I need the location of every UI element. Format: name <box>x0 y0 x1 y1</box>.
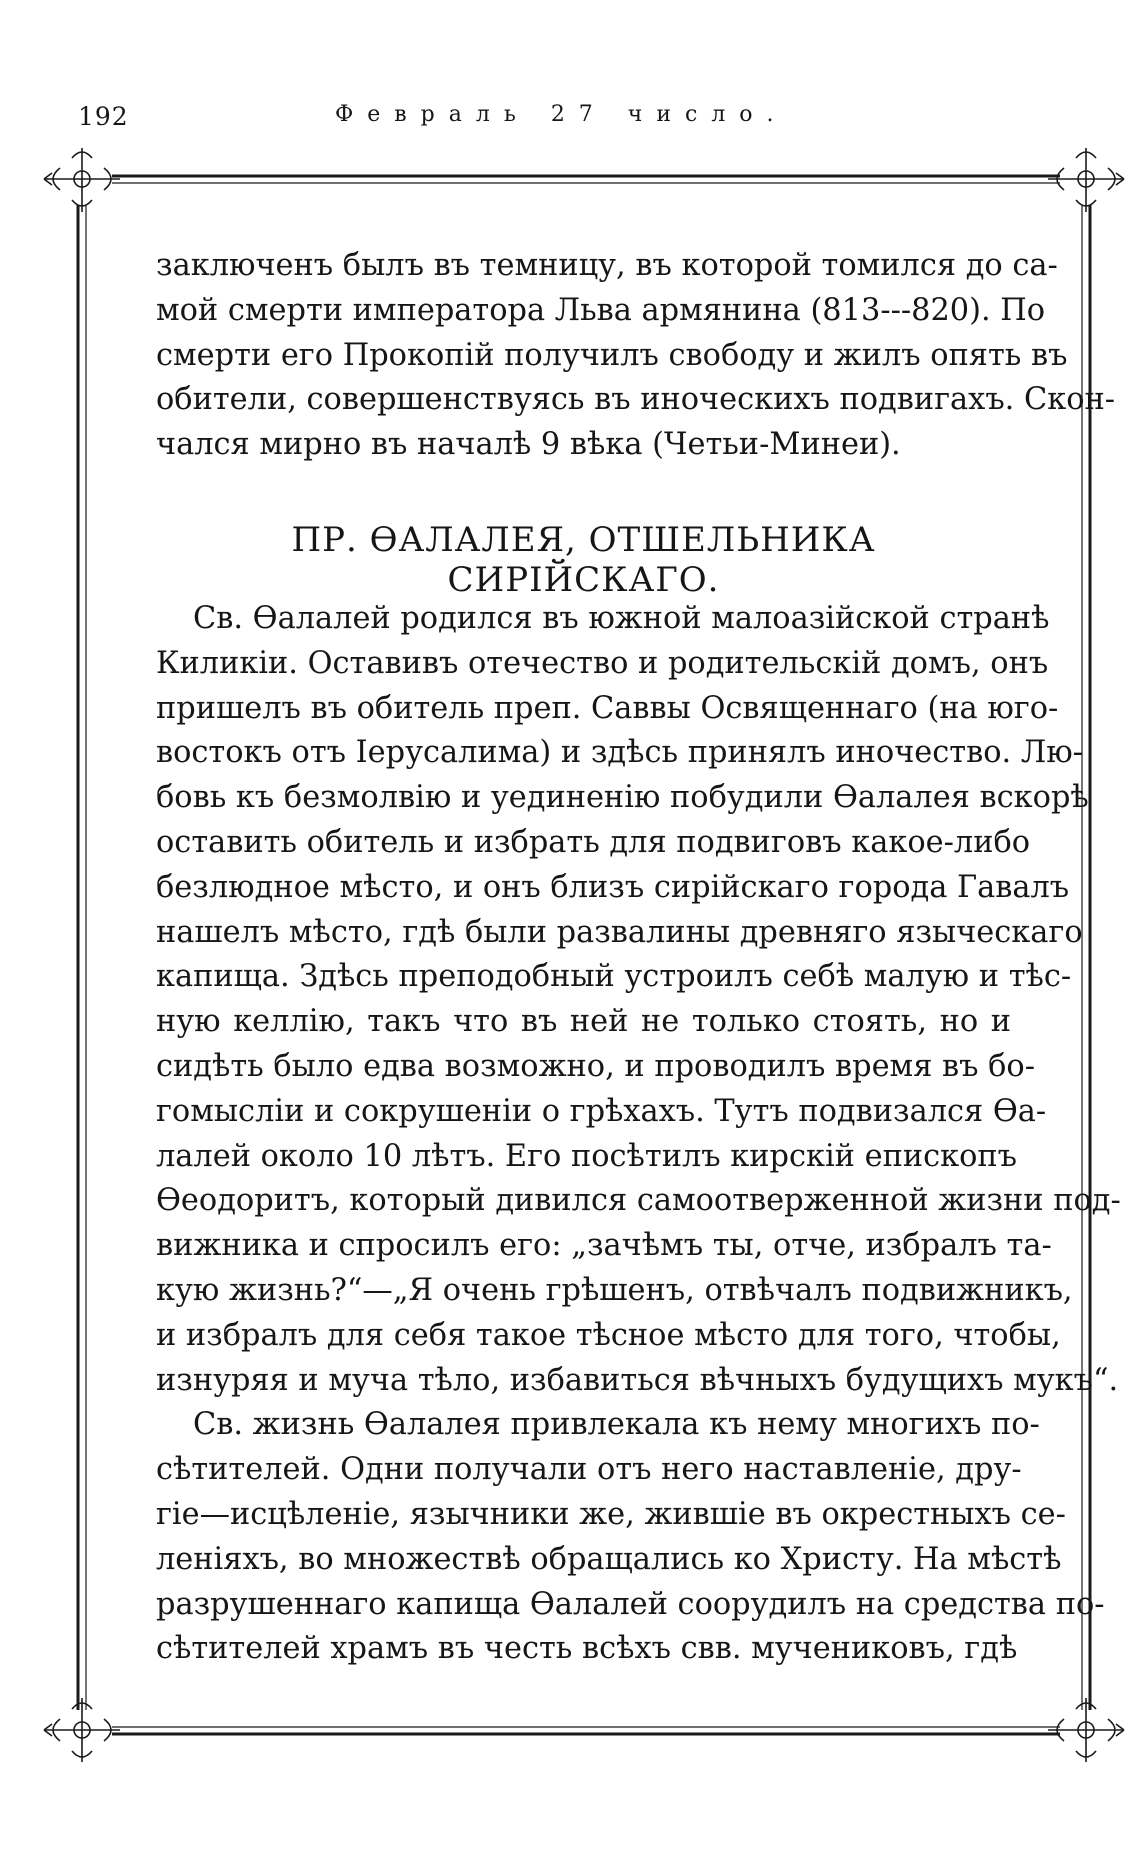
text-line: Св. Ѳалалей родился въ южной малоазійской странѣ <box>193 601 1050 636</box>
page-number: 192 <box>78 102 129 131</box>
text-line: сидѣть было едва возможно, и проводилъ время въ бо- <box>156 1048 1035 1084</box>
text-line: сѣтителей. Одни получали отъ него наставленіе, дру- <box>156 1452 1022 1488</box>
text-line: вижника и спросилъ его: „зачѣмъ ты, отче, избралъ та- <box>156 1228 1052 1264</box>
text-line: нашелъ мѣсто, гдѣ были развалины древняго языческаго <box>156 914 1083 950</box>
section-body <box>156 597 1121 1672</box>
text-line: Св. жизнь Ѳалалея привлекала къ нему многихъ по- <box>193 1407 1040 1443</box>
corner-ornament-bottom-right <box>1048 1698 1124 1762</box>
text-line: безлюдное мѣсто, и онъ близъ сирійскаго города Гавалъ <box>156 869 1070 905</box>
text-line: ную келлію, такъ что въ ней не только стоять, но и <box>156 1004 1011 1040</box>
continuation-paragraph <box>156 244 1116 468</box>
section-title: ПР. ѲАЛАЛЕЯ, ОТШЕЛЬНИКА СИРІЙСКАГО. <box>291 520 876 600</box>
corner-ornament-top-right <box>1048 148 1124 212</box>
text-line: бовь къ безмолвію и уединенію побудили Ѳалалея вскорѣ <box>156 780 1089 816</box>
text-line: изнуряя и муча тѣло, избавиться вѣчныхъ будущихъ мукъ“. <box>156 1362 1119 1398</box>
text-line: Ѳеодоритъ, который дивился самоотверженной жизни под- <box>156 1183 1121 1219</box>
text-line: пришелъ въ обитель преп. Саввы Освященнаго (на юго- <box>156 690 1059 726</box>
corner-ornament-bottom-left <box>44 1698 120 1762</box>
text-line: сѣтителей храмъ въ честь всѣхъ свв. мучениковъ, гдѣ <box>156 1631 1018 1667</box>
text-line: лалей около 10 лѣтъ. Его посѣтилъ кирскій епископъ <box>156 1138 1017 1174</box>
text-line: оставить обитель и избрать для подвиговъ какое-либо <box>156 824 1031 860</box>
text-line: чался мирно въ началѣ 9 вѣка (Четьи-Минеи). <box>156 427 901 463</box>
text-line: и избралъ для себя такое тѣсное мѣсто для того, чтобы, <box>156 1317 1061 1353</box>
text-line: мой смерти императора Льва армянина (813---820). По <box>156 292 1046 328</box>
text-line: заключенъ былъ въ темницу, въ которой томился до са- <box>156 248 1058 283</box>
corner-ornament-top-left <box>44 148 120 212</box>
text-line: леніяхъ, во множествѣ обращались ко Христу. На мѣстѣ <box>156 1541 1062 1577</box>
text-line: смерти его Прокопій получилъ свободу и жилъ опять въ <box>156 337 1068 373</box>
text-line: разрушеннаго капища Ѳалалей соорудилъ на средства по- <box>156 1586 1105 1622</box>
text-line: капища. Здѣсь преподобный устроилъ себѣ малую и тѣс- <box>156 959 1072 995</box>
text-line: обители, совершенствуясь въ иноческихъ подвигахъ. Скон- <box>156 382 1116 418</box>
text-line: востокъ отъ Іерусалима) и здѣсь принялъ иночество. Лю- <box>156 735 1083 771</box>
running-head: Февраль 27 число. <box>335 102 788 127</box>
text-line: кую жизнь?“—„Я очень грѣшенъ, отвѣчалъ подвижникъ, <box>156 1272 1073 1308</box>
text-line: гіе—исцѣленіе, язычники же, жившіе въ окрестныхъ се- <box>156 1496 1066 1532</box>
text-line: гомысліи и сокрушеніи о грѣхахъ. Тутъ подвизался Ѳа- <box>156 1093 1047 1129</box>
text-line: Киликіи. Оставивъ отечество и родительскій домъ, онъ <box>156 645 1049 681</box>
